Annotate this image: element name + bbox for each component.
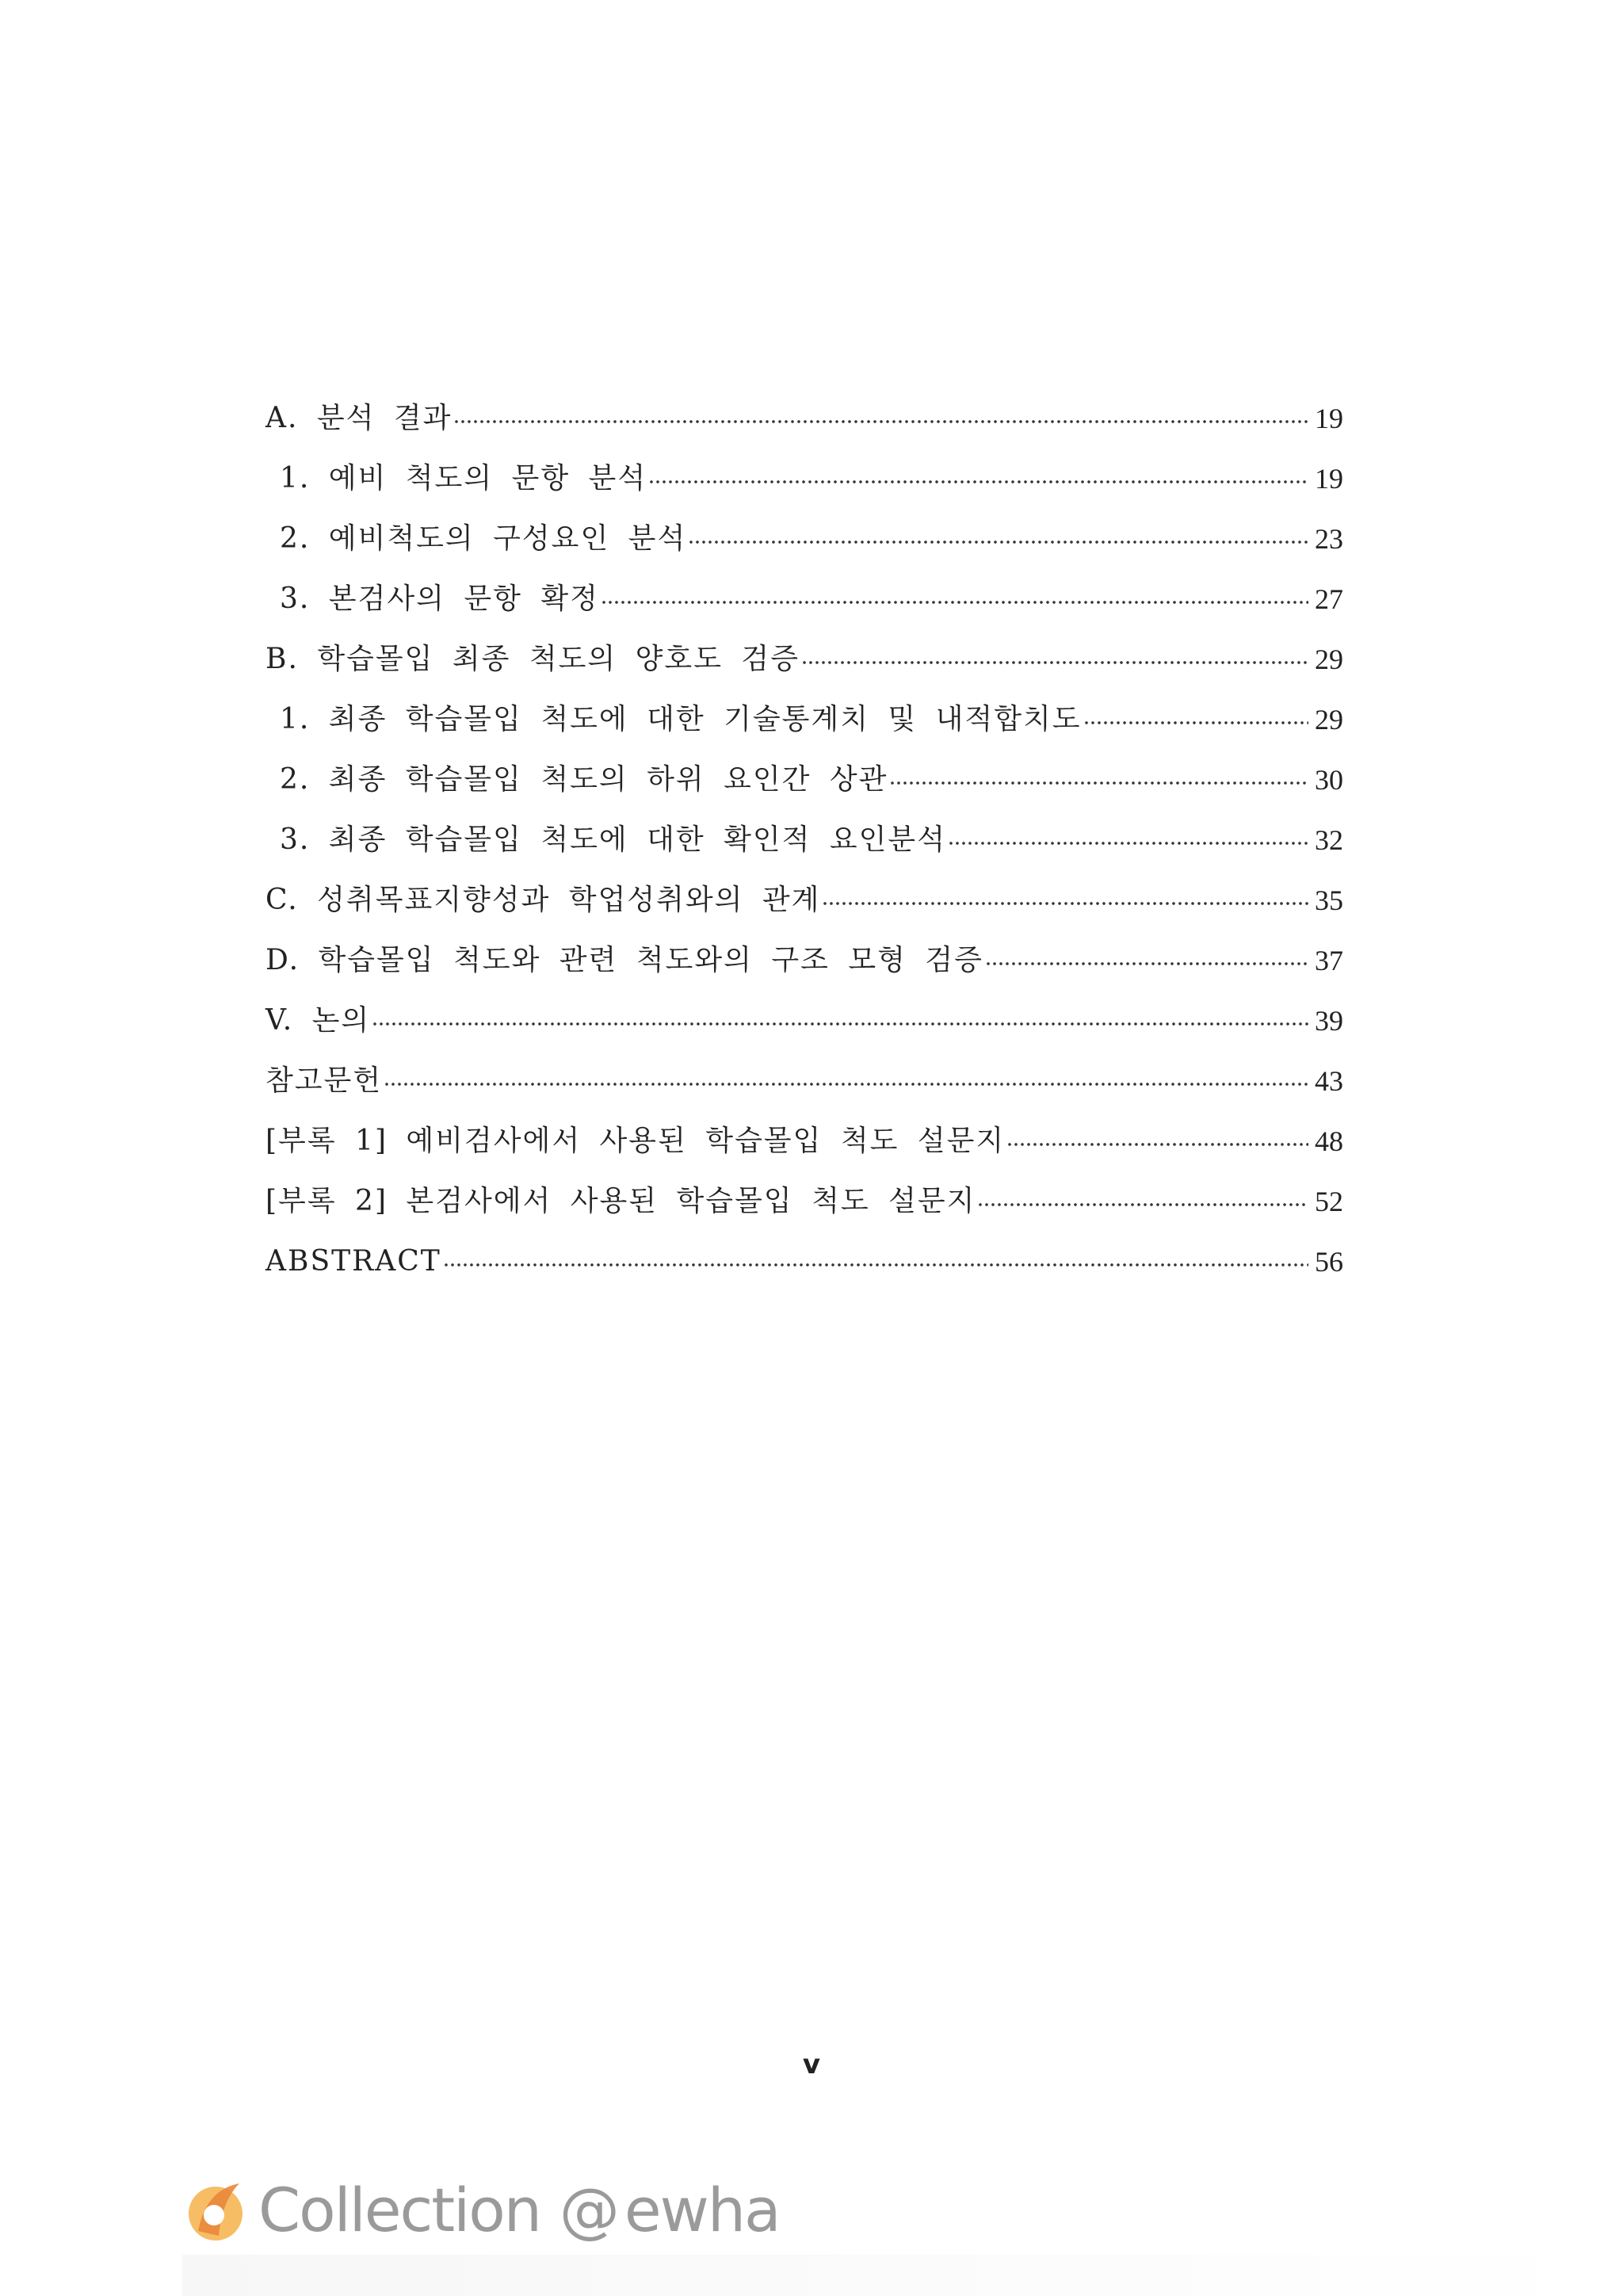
page-number: v — [802, 2049, 821, 2080]
toc-entry[interactable] — [265, 690, 1343, 750]
toc-dot-leader — [648, 479, 1308, 485]
table-of-contents — [265, 388, 1343, 1292]
toc-entry-page: 52 — [1315, 1186, 1343, 1217]
toc-dot-leader — [948, 840, 1308, 846]
toc-dot-leader — [985, 961, 1308, 967]
toc-dot-leader — [822, 900, 1308, 907]
toc-dot-leader — [384, 1081, 1308, 1087]
toc-entry[interactable] — [265, 509, 1343, 569]
watermark-institution-text: ewha — [624, 2174, 780, 2245]
toc-entry-page: 43 — [1315, 1065, 1343, 1097]
toc-entry[interactable] — [265, 870, 1343, 930]
toc-entry-title: 2. 예비척도의 구성요인 분석 — [280, 522, 687, 555]
toc-entry-page: 30 — [1315, 764, 1343, 796]
toc-entry-page: 32 — [1315, 824, 1343, 856]
toc-entry-page: 27 — [1315, 583, 1343, 615]
toc-entry-page: 39 — [1315, 1005, 1343, 1037]
toc-entry[interactable] — [265, 930, 1343, 991]
toc-entry[interactable] — [265, 1171, 1343, 1232]
toc-entry-page: 29 — [1315, 644, 1343, 675]
toc-entry-page: 35 — [1315, 884, 1343, 916]
toc-dot-leader — [372, 1021, 1308, 1027]
toc-dot-leader — [453, 418, 1308, 425]
toc-dot-leader — [443, 1262, 1308, 1268]
toc-entry[interactable] — [265, 449, 1343, 509]
toc-entry-title: 3. 본검사의 문항 확정 — [280, 583, 599, 615]
dcollection-watermark — [182, 2170, 780, 2249]
toc-entry-title: 3. 최종 학습몰입 척도에 대한 확인적 요인분석 — [280, 823, 946, 856]
footer-strip — [182, 2255, 1609, 2296]
toc-entry-page: 48 — [1315, 1125, 1343, 1157]
toc-dot-leader — [1006, 1141, 1308, 1148]
toc-entry[interactable] — [265, 569, 1343, 629]
toc-entry-title: 1. 최종 학습몰입 척도에 대한 기술통계치 및 내적합치도 — [280, 703, 1082, 735]
toc-entry[interactable] — [265, 629, 1343, 690]
toc-entry[interactable] — [265, 750, 1343, 810]
toc-entry-title: [부록 1] 예비검사에서 사용된 학습몰입 척도 설문지 — [265, 1125, 1006, 1157]
toc-entry-title: A. 분석 결과 — [265, 402, 453, 434]
toc-entry-title: B. 학습몰입 최종 척도의 양호도 검증 — [265, 643, 800, 675]
toc-entry[interactable] — [265, 1051, 1343, 1111]
toc-entry-title: 참고문헌 — [265, 1064, 383, 1097]
toc-entry-page: 56 — [1315, 1246, 1343, 1278]
toc-entry[interactable] — [265, 1111, 1343, 1171]
toc-entry[interactable] — [265, 388, 1343, 449]
toc-entry-title: 1. 예비 척도의 문항 분석 — [280, 462, 647, 495]
toc-entry-page: 23 — [1315, 523, 1343, 555]
toc-dot-leader — [977, 1201, 1308, 1208]
toc-entry-title: V. 논의 — [265, 1004, 371, 1037]
toc-dot-leader — [801, 659, 1308, 666]
toc-entry[interactable] — [265, 991, 1343, 1051]
toc-dot-leader — [688, 539, 1308, 545]
toc-dot-leader — [601, 599, 1308, 606]
dcollection-logo-icon — [182, 2174, 254, 2245]
watermark-collection-text: Collection — [258, 2174, 540, 2245]
toc-entry[interactable] — [265, 810, 1343, 870]
toc-entry-page: 29 — [1315, 704, 1343, 735]
toc-entry[interactable] — [265, 1232, 1343, 1292]
toc-entry-title: [부록 2] 본검사에서 사용된 학습몰입 척도 설문지 — [265, 1185, 976, 1217]
toc-entry-title: ABSTRACT — [265, 1245, 441, 1278]
toc-entry-title: C. 성취목표지향성과 학업성취와의 관계 — [265, 884, 821, 916]
watermark-at-sign: @ — [559, 2174, 620, 2245]
toc-dot-leader — [1083, 720, 1308, 726]
toc-dot-leader — [889, 780, 1308, 786]
toc-entry-page: 19 — [1315, 463, 1343, 495]
toc-entry-page: 37 — [1315, 945, 1343, 976]
toc-entry-title: 2. 최종 학습몰입 척도의 하위 요인간 상관 — [280, 763, 888, 796]
toc-entry-page: 19 — [1315, 403, 1343, 434]
toc-entry-title: D. 학습몰입 척도와 관련 척도와의 구조 모형 검증 — [265, 944, 983, 976]
